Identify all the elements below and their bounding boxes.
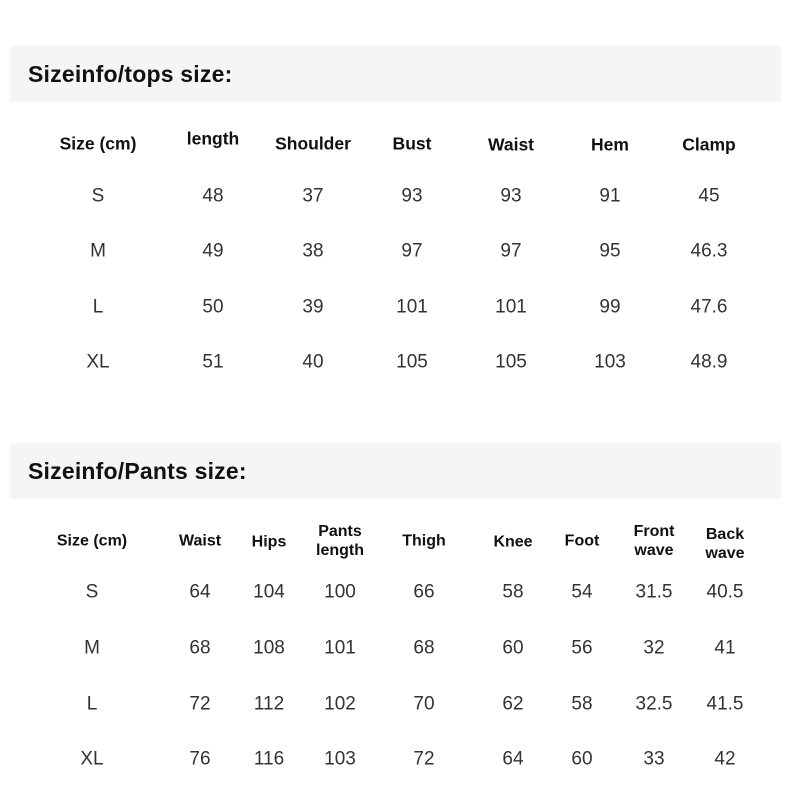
pants-cell: 101 bbox=[324, 637, 356, 659]
pants-cell: 103 bbox=[324, 748, 356, 770]
tops-header-5: Hem bbox=[591, 134, 629, 155]
tops-cell: 93 bbox=[500, 185, 522, 207]
tops-header-3: Bust bbox=[392, 133, 432, 154]
pants-cell: 64 bbox=[502, 748, 524, 770]
tops-cell: 97 bbox=[401, 240, 423, 262]
pants-header-3: Pants length bbox=[316, 522, 364, 559]
pants-cell: 56 bbox=[571, 637, 593, 659]
tops-header-4: Waist bbox=[487, 134, 535, 155]
pants-header-6: Foot bbox=[564, 532, 600, 550]
pants-cell: 31.5 bbox=[635, 581, 673, 603]
tops-cell: 95 bbox=[599, 240, 621, 262]
pants-cell: 76 bbox=[189, 748, 211, 770]
pants-cell: 54 bbox=[571, 581, 593, 603]
tops-cell: 47.6 bbox=[690, 296, 728, 318]
pants-cell: 68 bbox=[189, 637, 211, 659]
pants-header-2: Hips bbox=[251, 533, 287, 551]
pants-row-label: S bbox=[85, 581, 99, 603]
tops-section-title: Sizeinfo/tops size: bbox=[28, 61, 233, 87]
pants-cell: 102 bbox=[324, 693, 356, 715]
tops-cell: 48 bbox=[202, 185, 224, 207]
tops-cell: 93 bbox=[401, 185, 423, 207]
pants-cell: 70 bbox=[413, 693, 435, 715]
pants-row-label: L bbox=[86, 693, 98, 715]
tops-cell: 48.9 bbox=[690, 351, 728, 373]
tops-header-0: Size (cm) bbox=[59, 133, 137, 154]
tops-row-label: S bbox=[91, 185, 105, 207]
pants-header-1: Waist bbox=[178, 532, 222, 550]
tops-cell: 50 bbox=[202, 296, 224, 318]
pants-cell: 58 bbox=[502, 581, 524, 603]
pants-cell: 41.5 bbox=[706, 693, 744, 715]
pants-cell: 60 bbox=[502, 637, 524, 659]
tops-cell: 101 bbox=[495, 296, 527, 318]
pants-section-banner bbox=[10, 443, 781, 499]
pants-header-7: Front wave bbox=[633, 522, 675, 559]
tops-cell: 103 bbox=[594, 351, 626, 373]
tops-cell: 105 bbox=[495, 351, 527, 373]
pants-cell: 72 bbox=[413, 748, 435, 770]
tops-cell: 101 bbox=[396, 296, 428, 318]
pants-header-8: Back wave bbox=[705, 525, 745, 562]
pants-cell: 41 bbox=[714, 637, 736, 659]
tops-header-6: Clamp bbox=[682, 134, 736, 155]
pants-cell: 62 bbox=[502, 693, 524, 715]
tops-cell: 97 bbox=[500, 240, 522, 262]
tops-cell: 99 bbox=[599, 296, 621, 318]
pants-cell: 104 bbox=[253, 581, 285, 603]
pants-cell: 100 bbox=[324, 581, 356, 603]
pants-cell: 64 bbox=[189, 581, 211, 603]
tops-cell: 40 bbox=[302, 351, 324, 373]
tops-cell: 105 bbox=[396, 351, 428, 373]
tops-cell: 38 bbox=[302, 240, 324, 262]
pants-header-0: Size (cm) bbox=[56, 532, 128, 550]
pants-cell: 32.5 bbox=[635, 693, 673, 715]
pants-section-title: Sizeinfo/Pants size: bbox=[28, 458, 247, 484]
tops-cell: 91 bbox=[599, 185, 621, 207]
tops-cell: 49 bbox=[202, 240, 224, 262]
pants-cell: 72 bbox=[189, 693, 211, 715]
tops-row-label: XL bbox=[86, 351, 110, 373]
pants-cell: 42 bbox=[714, 748, 736, 770]
pants-header-4: Thigh bbox=[402, 532, 446, 550]
pants-cell: 66 bbox=[413, 581, 435, 603]
tops-header-1: length bbox=[186, 128, 240, 149]
tops-section-banner bbox=[10, 46, 781, 102]
pants-row-label: XL bbox=[80, 748, 104, 770]
tops-row-label: L bbox=[92, 296, 104, 318]
pants-cell: 60 bbox=[571, 748, 593, 770]
tops-row-label: M bbox=[90, 240, 106, 262]
pants-cell: 108 bbox=[253, 637, 285, 659]
tops-cell: 45 bbox=[698, 185, 720, 207]
pants-cell: 116 bbox=[253, 748, 285, 770]
pants-cell: 33 bbox=[643, 748, 665, 770]
pants-row-label: M bbox=[84, 637, 100, 659]
pants-cell: 112 bbox=[253, 693, 285, 715]
tops-cell: 51 bbox=[202, 351, 224, 373]
tops-header-2: Shoulder bbox=[275, 133, 351, 154]
pants-cell: 58 bbox=[571, 693, 593, 715]
tops-cell: 46.3 bbox=[690, 240, 728, 262]
pants-cell: 68 bbox=[413, 637, 435, 659]
pants-cell: 40.5 bbox=[706, 581, 744, 603]
pants-cell: 32 bbox=[643, 637, 665, 659]
tops-cell: 39 bbox=[302, 296, 324, 318]
tops-cell: 37 bbox=[302, 185, 324, 207]
pants-header-5: Knee bbox=[493, 533, 533, 551]
